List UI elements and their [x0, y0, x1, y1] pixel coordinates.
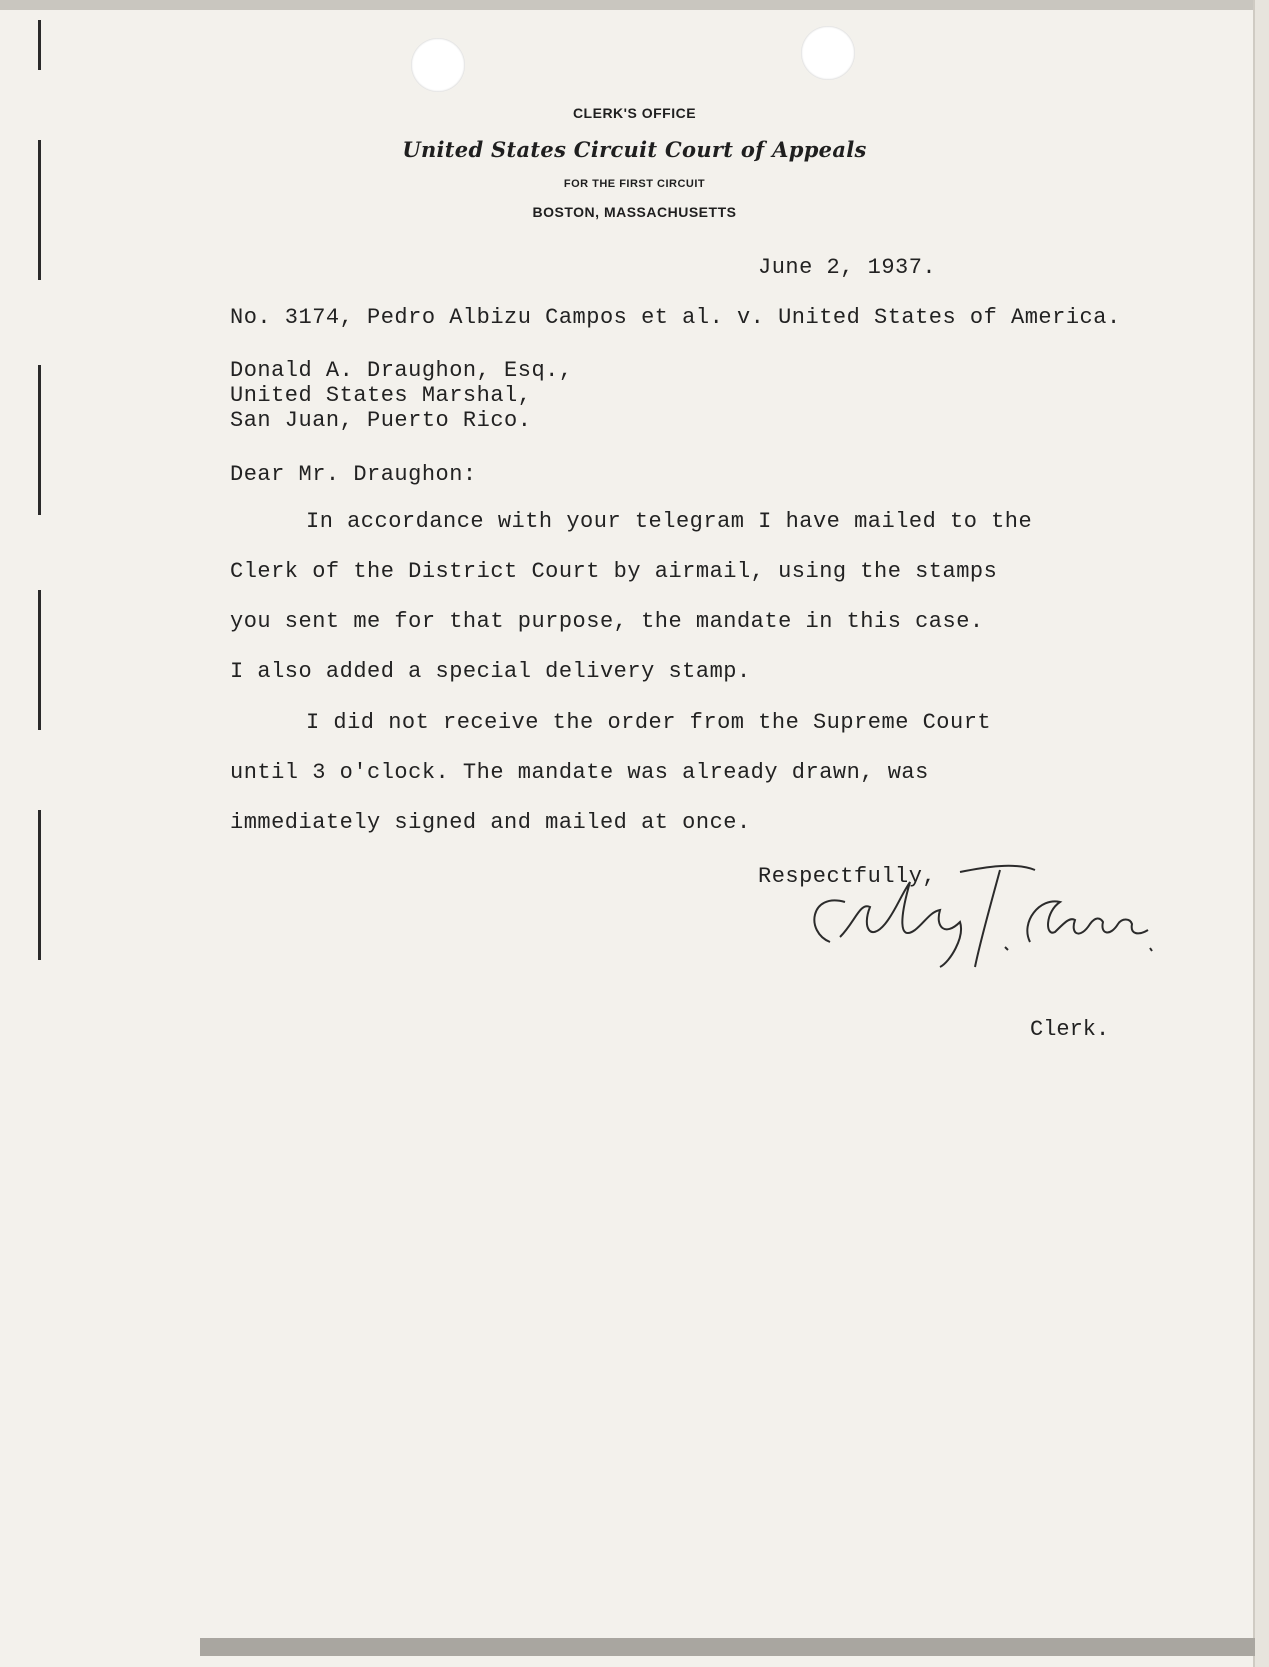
- body-line: you sent me for that purpose, the mandate in this case.: [230, 609, 984, 634]
- letterhead-court: United States Circuit Court of Appeals: [402, 137, 867, 162]
- handwritten-signature: [800, 862, 1160, 972]
- letter-date: June 2, 1937.: [758, 255, 937, 280]
- closing: Respectfully,: [758, 864, 937, 889]
- margin-mark: [38, 810, 41, 960]
- recipient-name: Donald A. Draughon, Esq.,: [230, 358, 573, 383]
- punch-hole: [411, 38, 465, 92]
- scan-right-edge: [1253, 0, 1269, 1667]
- salutation: Dear Mr. Draughon:: [230, 462, 477, 487]
- body-line: Clerk of the District Court by airmail, using the stamps: [230, 559, 998, 584]
- letterhead-location: BOSTON, MASSACHUSETTS: [532, 204, 737, 220]
- letterhead-circuit: FOR THE FIRST CIRCUIT: [563, 178, 706, 190]
- body-line: In accordance with your telegram I have mailed to the: [306, 509, 1033, 534]
- recipient-place: San Juan, Puerto Rico.: [230, 408, 532, 433]
- signer-title: Clerk.: [1030, 1017, 1110, 1042]
- margin-mark: [38, 365, 41, 515]
- body-line: until 3 o'clock. The mandate was already drawn, was: [230, 760, 929, 785]
- scan-bottom-strip: [200, 1638, 1255, 1656]
- body-line: immediately signed and mailed at once.: [230, 810, 751, 835]
- body-line: I did not receive the order from the Supreme Court: [306, 710, 992, 735]
- punch-hole: [801, 26, 855, 80]
- margin-mark: [38, 590, 41, 730]
- scan-top-edge: [0, 0, 1269, 10]
- letterhead-office: CLERK'S OFFICE: [572, 105, 697, 121]
- margin-mark: [38, 20, 41, 70]
- recipient-title: United States Marshal,: [230, 383, 532, 408]
- case-line: No. 3174, Pedro Albizu Campos et al. v. United States of America.: [230, 305, 1121, 330]
- body-line: I also added a special delivery stamp.: [230, 659, 751, 684]
